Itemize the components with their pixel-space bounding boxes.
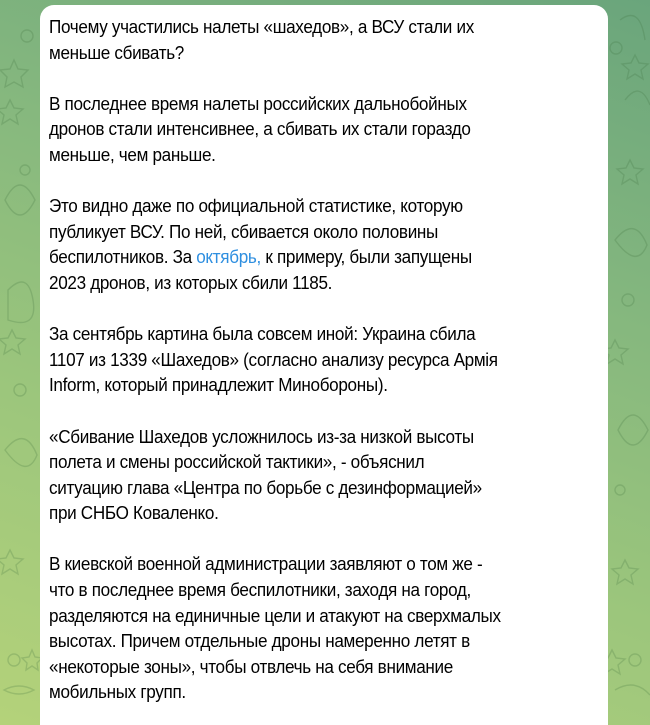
paragraph-statistics [49,193,601,295]
text-line: полета и смены российской тактики», - объяснил [49,451,425,473]
text-line: меньше сбивать? [49,41,184,63]
text-line: высотах. Причем отдельные дроны намеренно летят в [49,630,470,652]
text-line: 1107 из 1339 «Шахедов» (согласно анализу ресурса Армія [49,348,498,370]
paragraph-kyiv-administration [49,551,601,705]
message-bubble [40,5,608,725]
text-segment: беспилотников. За [49,246,197,268]
october-link[interactable]: октябрь, [196,246,261,268]
text-line: Это видно даже по официальной статистике, которую [49,195,463,217]
text-line: меньше, чем раньше. [49,143,216,165]
text-line: мобильных групп. [49,681,186,703]
text-line: В последнее время налеты российских дальнобойных [49,92,467,114]
text-line: дронов стали интенсивнее, а сбивать их стали гораздо [49,118,471,140]
paragraph-intro [49,91,601,168]
text-line-with-link [49,244,601,270]
text-line: В киевской военной администрации заявляют о том же - [49,553,483,575]
text-line: при СНБО Коваленко. [49,502,219,524]
text-line: Inform, который принадлежит Минобороны). [49,374,388,396]
message-text [49,14,601,705]
text-line: ситуацию глава «Центра по борьбе с дезинформацией» [49,476,482,498]
text-line: Почему участились налеты «шахедов», а ВСУ стали их [49,16,474,37]
text-line: «некоторые зоны», чтобы отвлечь на себя внимание [49,655,453,677]
text-line: публикует ВСУ. По ней, сбивается около половины [49,220,439,242]
text-line: что в последнее время беспилотники, заходя на город, [49,579,471,601]
text-line: 2023 дронов, из которых сбили 1185. [49,271,333,293]
text-line: За сентябрь картина была совсем иной: Украина сбила [49,323,476,345]
paragraph-headline [49,14,601,65]
paragraph-quote [49,424,601,526]
text-line: «Сбивание Шахедов усложнилось из-за низкой высоты [49,425,474,447]
text-line: разделяются на единичные цели и атакуют на сверхмалых [49,604,501,626]
text-segment: к примеру, были запущены [260,246,472,268]
paragraph-september [49,321,601,398]
